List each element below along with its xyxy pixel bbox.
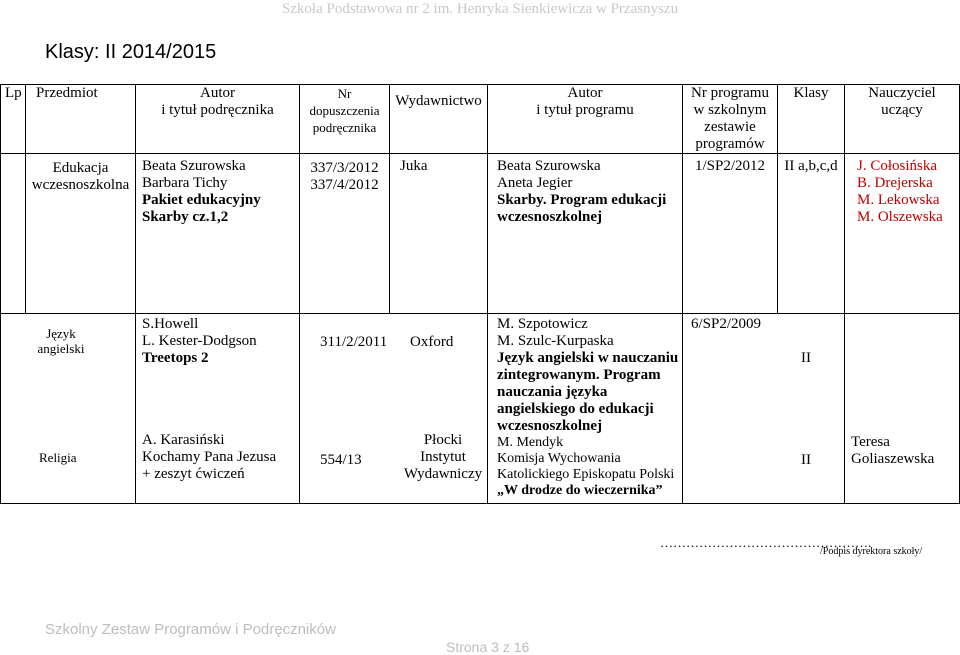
row2-subject: Język angielski: [37, 326, 85, 356]
row2-3-subjects: [1, 314, 136, 504]
row2-3-programs: [488, 314, 683, 504]
row3-program: M. Mendyk Komisja Wychowania Katolickiego Episkopatu Polski „W drodze do wieczernika”: [497, 435, 675, 498]
row1-program: Beata Szurowska Aneta Jegier Skarby. Program edukacji wczesnoszkolnej: [488, 154, 683, 314]
header-teacher: Nauczyciel uczący: [845, 85, 960, 154]
table-header-row: [1, 85, 960, 154]
row2-approval: 311/2/2011: [320, 334, 388, 350]
row3-publisher: Płocki Instytut Wydawniczy: [403, 432, 483, 482]
row1-program-number: 1/SP2/2012: [683, 154, 778, 314]
row1-teachers: J. Cołosińska B. Drejerska M. Lekowska M. Olszewska: [845, 154, 960, 314]
table-row: [1, 314, 960, 504]
table-row: [1, 154, 960, 314]
row2-program-number: 6/SP2/2009: [691, 316, 762, 332]
signature-label: /Podpis dyrektora szkoły/: [820, 546, 923, 557]
header-program-number: Nr programu w szkolnym zestawie programów: [683, 85, 778, 154]
row3-teacher: Teresa Goliaszewska: [851, 434, 935, 467]
header-program-author: Autor i tytuł programu: [488, 85, 683, 154]
header-subject: Przedmiot: [26, 85, 136, 154]
row2-program: M. Szpotowicz M. Szulc-Kurpaska Język angielski w nauczaniu zintegrowanym. Program nauczania języka angielskiego do edukacji wczesnoszkolnej: [497, 316, 679, 434]
row2-3-teachers: [845, 314, 960, 504]
footer-title: Szkolny Zestaw Programów i Podręczników: [45, 621, 336, 638]
row3-subject: Religia: [39, 450, 77, 465]
signature-line: ………………………………………….: [660, 535, 872, 550]
row2-classes: II: [801, 350, 811, 366]
header-book-author: Autor i tytuł podręcznika: [136, 85, 300, 154]
row1-lp: [1, 154, 26, 314]
row1-book: Beata Szurowska Barbara Tichy Pakiet edukacyjny Skarby cz.1,2: [136, 154, 300, 314]
row2-3-program-number-classes: [683, 314, 845, 504]
row3-classes: II: [801, 452, 811, 468]
row3-book: A. Karasiński Kochamy Pana Jezusa + zeszyt ćwiczeń: [142, 432, 277, 482]
row1-publisher: Juka: [390, 154, 488, 314]
row2-3-books: [136, 314, 300, 504]
row2-publisher: Oxford: [410, 334, 454, 350]
page-number: Strona 3 z 16: [446, 639, 530, 655]
textbook-table: [0, 84, 960, 504]
header-lp: Lp: [1, 85, 26, 154]
header-approval-number: Nr dopuszczenia podręcznika: [300, 85, 390, 154]
row2-3-approval-publisher: [300, 314, 488, 504]
row1-approval: 337/3/2012 337/4/2012: [300, 154, 390, 314]
row2-book: S.Howell L. Kester-Dodgson Treetops 2: [142, 316, 257, 366]
header-classes: Klasy: [778, 85, 845, 154]
row1-classes: II a,b,c,d: [778, 154, 845, 314]
page-header-title: Szkoła Podstawowa nr 2 im. Henryka Sienkiewicza w Przasnyszu: [281, 1, 679, 17]
document-title: Klasy: II 2014/2015: [45, 41, 217, 63]
header-publisher: Wydawnictwo: [390, 85, 488, 154]
row1-subject: Edukacja wczesnoszkolna: [26, 154, 136, 314]
row3-approval: 554/13: [320, 452, 362, 468]
